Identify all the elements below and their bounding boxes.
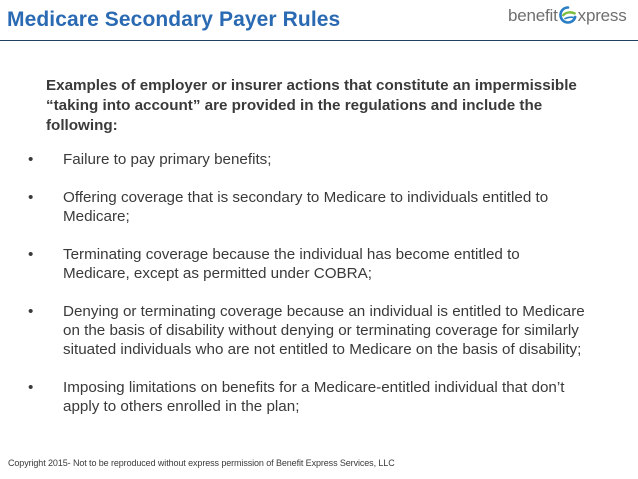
- bullet-marker: •: [28, 246, 34, 263]
- header-divider: [0, 40, 638, 41]
- bullet-text: Denying or terminating coverage because an individual is entitled to Medicare on the basis of disability without denying or terminating coverage for similarly situated individuals who are not entitled to Medicare on the basis of disability;: [63, 303, 585, 358]
- list-item: [28, 378, 588, 416]
- bullet-list: [28, 150, 588, 435]
- bullet-marker: •: [28, 151, 34, 168]
- logo-text-left: benefit: [508, 6, 558, 25]
- page-title: Medicare Secondary Payer Rules: [7, 8, 341, 31]
- bullet-text: Terminating coverage because the individual has become entitled to Medicare, except as permitted under COBRA;: [63, 246, 520, 282]
- list-item: [28, 188, 588, 226]
- bullet-text: Offering coverage that is secondary to Medicare to individuals entitled to Medicare;: [63, 189, 549, 225]
- logo-text-right: xpress: [577, 6, 627, 25]
- bullet-marker: •: [28, 303, 34, 320]
- bullet-marker: •: [28, 189, 34, 206]
- e-swirl-logo-icon: [559, 6, 577, 24]
- list-item: [28, 245, 588, 283]
- bullet-text: Failure to pay primary benefits;: [63, 151, 272, 168]
- list-item: [28, 150, 588, 169]
- bullet-marker: •: [28, 379, 34, 396]
- bullet-text: Imposing limitations on benefits for a Medicare-entitled individual that don’t apply to others enrolled in the plan;: [63, 379, 565, 415]
- benefit-express-logo: [508, 6, 627, 28]
- intro-paragraph: Examples of employer or insurer actions that constitute an impermissible “taking into account” are provided in the regulations and include the following:: [46, 77, 577, 134]
- list-item: [28, 302, 588, 359]
- copyright-footer: Copyright 2015- Not to be reproduced without express permission of Benefit Express Services, LLC: [8, 458, 395, 468]
